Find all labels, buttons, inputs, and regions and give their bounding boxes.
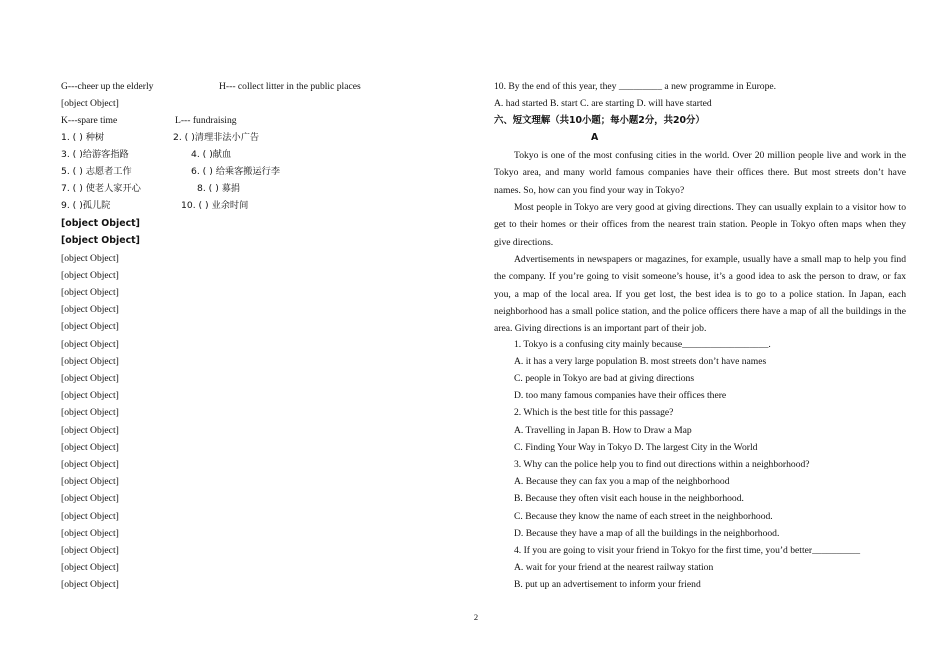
question-9-options: [object Object]	[61, 579, 119, 590]
reading-q1-option-c: C. people in Tokyo are bad at giving directions	[514, 373, 695, 384]
question-9: [object Object]	[61, 562, 119, 573]
match-item-9: 9. ( )孤儿院	[61, 200, 111, 211]
question-3: [object Object]	[61, 321, 119, 332]
match-item-10: 10. ( ) 业余时间	[181, 200, 249, 211]
question-4: [object Object]	[61, 373, 119, 384]
question-5-options-ab: [object Object]	[61, 425, 119, 436]
reading-q4-option-a: A. wait for your friend at the nearest railway station	[514, 562, 714, 573]
question-10-options: A. had started B. start C. are starting D. will have started	[494, 98, 712, 109]
question-6-options: [object Object]	[61, 476, 119, 487]
reading-q4-option-b: B. put up an advertisement to inform your friend	[514, 579, 701, 590]
match-item-3: 3. ( )给游客指路	[61, 149, 129, 160]
passage-paragraph-2: Most people in Tokyo are very good at giving directions. They can usually explain to a visitor how to get to their homes or their offices from the nearest train station. People in Tokyo often maps when they give directions.	[494, 202, 906, 248]
reading-q3-option-d: D. Because they have a map of all the buildings in the neighborhood.	[514, 528, 780, 539]
passage-paragraph-1: Tokyo is one of the most confusing cities in the world. Over 20 million people live and work in the Tokyo area, and many world famous companies have their offices there. But most streets don’t have names. So, how can you find your way in Tokyo?	[494, 150, 906, 196]
match-item-1: 1. ( ) 种树	[61, 132, 105, 143]
question-1-options: [object Object]	[61, 270, 119, 281]
reading-q3-option-c: C. Because they know the name of each street in the neighborhood.	[514, 511, 773, 522]
reading-q3-option-a: A. Because they can fax you a map of the neighborhood	[514, 476, 730, 487]
question-7: [object Object]	[61, 493, 119, 504]
reading-q1-options-ab: A. it has a very large population B. most streets don’t have names	[514, 356, 767, 367]
match-item-2: 2. ( )清理非法小广告	[173, 132, 260, 143]
question-3-options-cd: [object Object]	[61, 356, 119, 367]
page-number: 2	[473, 612, 479, 622]
section-five-title: [object Object]	[61, 218, 140, 229]
question-5-options-cd: [object Object]	[61, 442, 119, 453]
match-item-7: 7. ( ) 使老人家开心	[61, 183, 141, 194]
reading-question-3: 3. Why can the police help you to find out directions within a neighborhood?	[514, 459, 810, 470]
reading-q2-options-ab: A. Travelling in Japan B. How to Draw a Map	[514, 425, 692, 436]
reading-q1-option-d: D. too many famous companies have their offices there	[514, 390, 727, 401]
question-2: [object Object]	[61, 287, 119, 298]
match-item-8: 8. ( ) 募捐	[197, 183, 241, 194]
reading-q3-option-b: B. Because they often visit each house in the neighborhood.	[514, 493, 744, 504]
question-10: 10. By the end of this year, they _________ a new programme in Europe.	[494, 81, 777, 92]
question-4-options: [object Object]	[61, 390, 119, 401]
reading-question-2: 2. Which is the best title for this passage?	[514, 407, 674, 418]
question-1: [object Object]	[61, 253, 119, 264]
option-k: K---spare time	[61, 115, 118, 126]
match-item-4: 4. ( )献血	[191, 149, 232, 160]
question-5: [object Object]	[61, 407, 119, 418]
option-l: L--- fundraising	[175, 115, 237, 126]
match-item-6: 6. ( ) 给乘客搬运行李	[191, 166, 281, 177]
section-six-title: 六、短文理解（共10小题；每小题2分，共20分）	[494, 115, 705, 126]
option-row-i-j: [object Object]	[61, 98, 119, 109]
reading-question-4: 4. If you are going to visit your friend in Tokyo for the first time, you’d better__________	[514, 545, 861, 556]
option-g: G---cheer up the elderly	[61, 81, 154, 92]
match-item-5: 5. ( ) 志愿者工作	[61, 166, 132, 177]
question-6: [object Object]	[61, 459, 119, 470]
question-2-options: [object Object]	[61, 304, 119, 315]
section-five-title-cont: [object Object]	[61, 235, 140, 246]
question-8-options: [object Object]	[61, 545, 119, 556]
question-3-options-ab: [object Object]	[61, 339, 119, 350]
question-8: [object Object]	[61, 528, 119, 539]
question-7-options: [object Object]	[61, 511, 119, 522]
reading-question-1: 1. Tokyo is a confusing city mainly because__________________.	[514, 339, 771, 350]
passage-paragraph-3: Advertisements in newspapers or magazines, for example, usually have a small map to help you find the company. If you’re going to visit someone’s house, it’s a good idea to ask the person to draw, or fax you, a map of the local area. If you get lost, the best idea is to go to a police station. In Japan, each neighborhood has a small police station, and the police officers there have a map of all the buildings in the area. Giving directions is an important part of their job.	[494, 254, 906, 335]
reading-q2-options-cd: C. Finding Your Way in Tokyo D. The largest City in the World	[514, 442, 758, 453]
option-h: H--- collect litter in the public places	[219, 81, 361, 92]
passage-label: A	[591, 132, 599, 143]
